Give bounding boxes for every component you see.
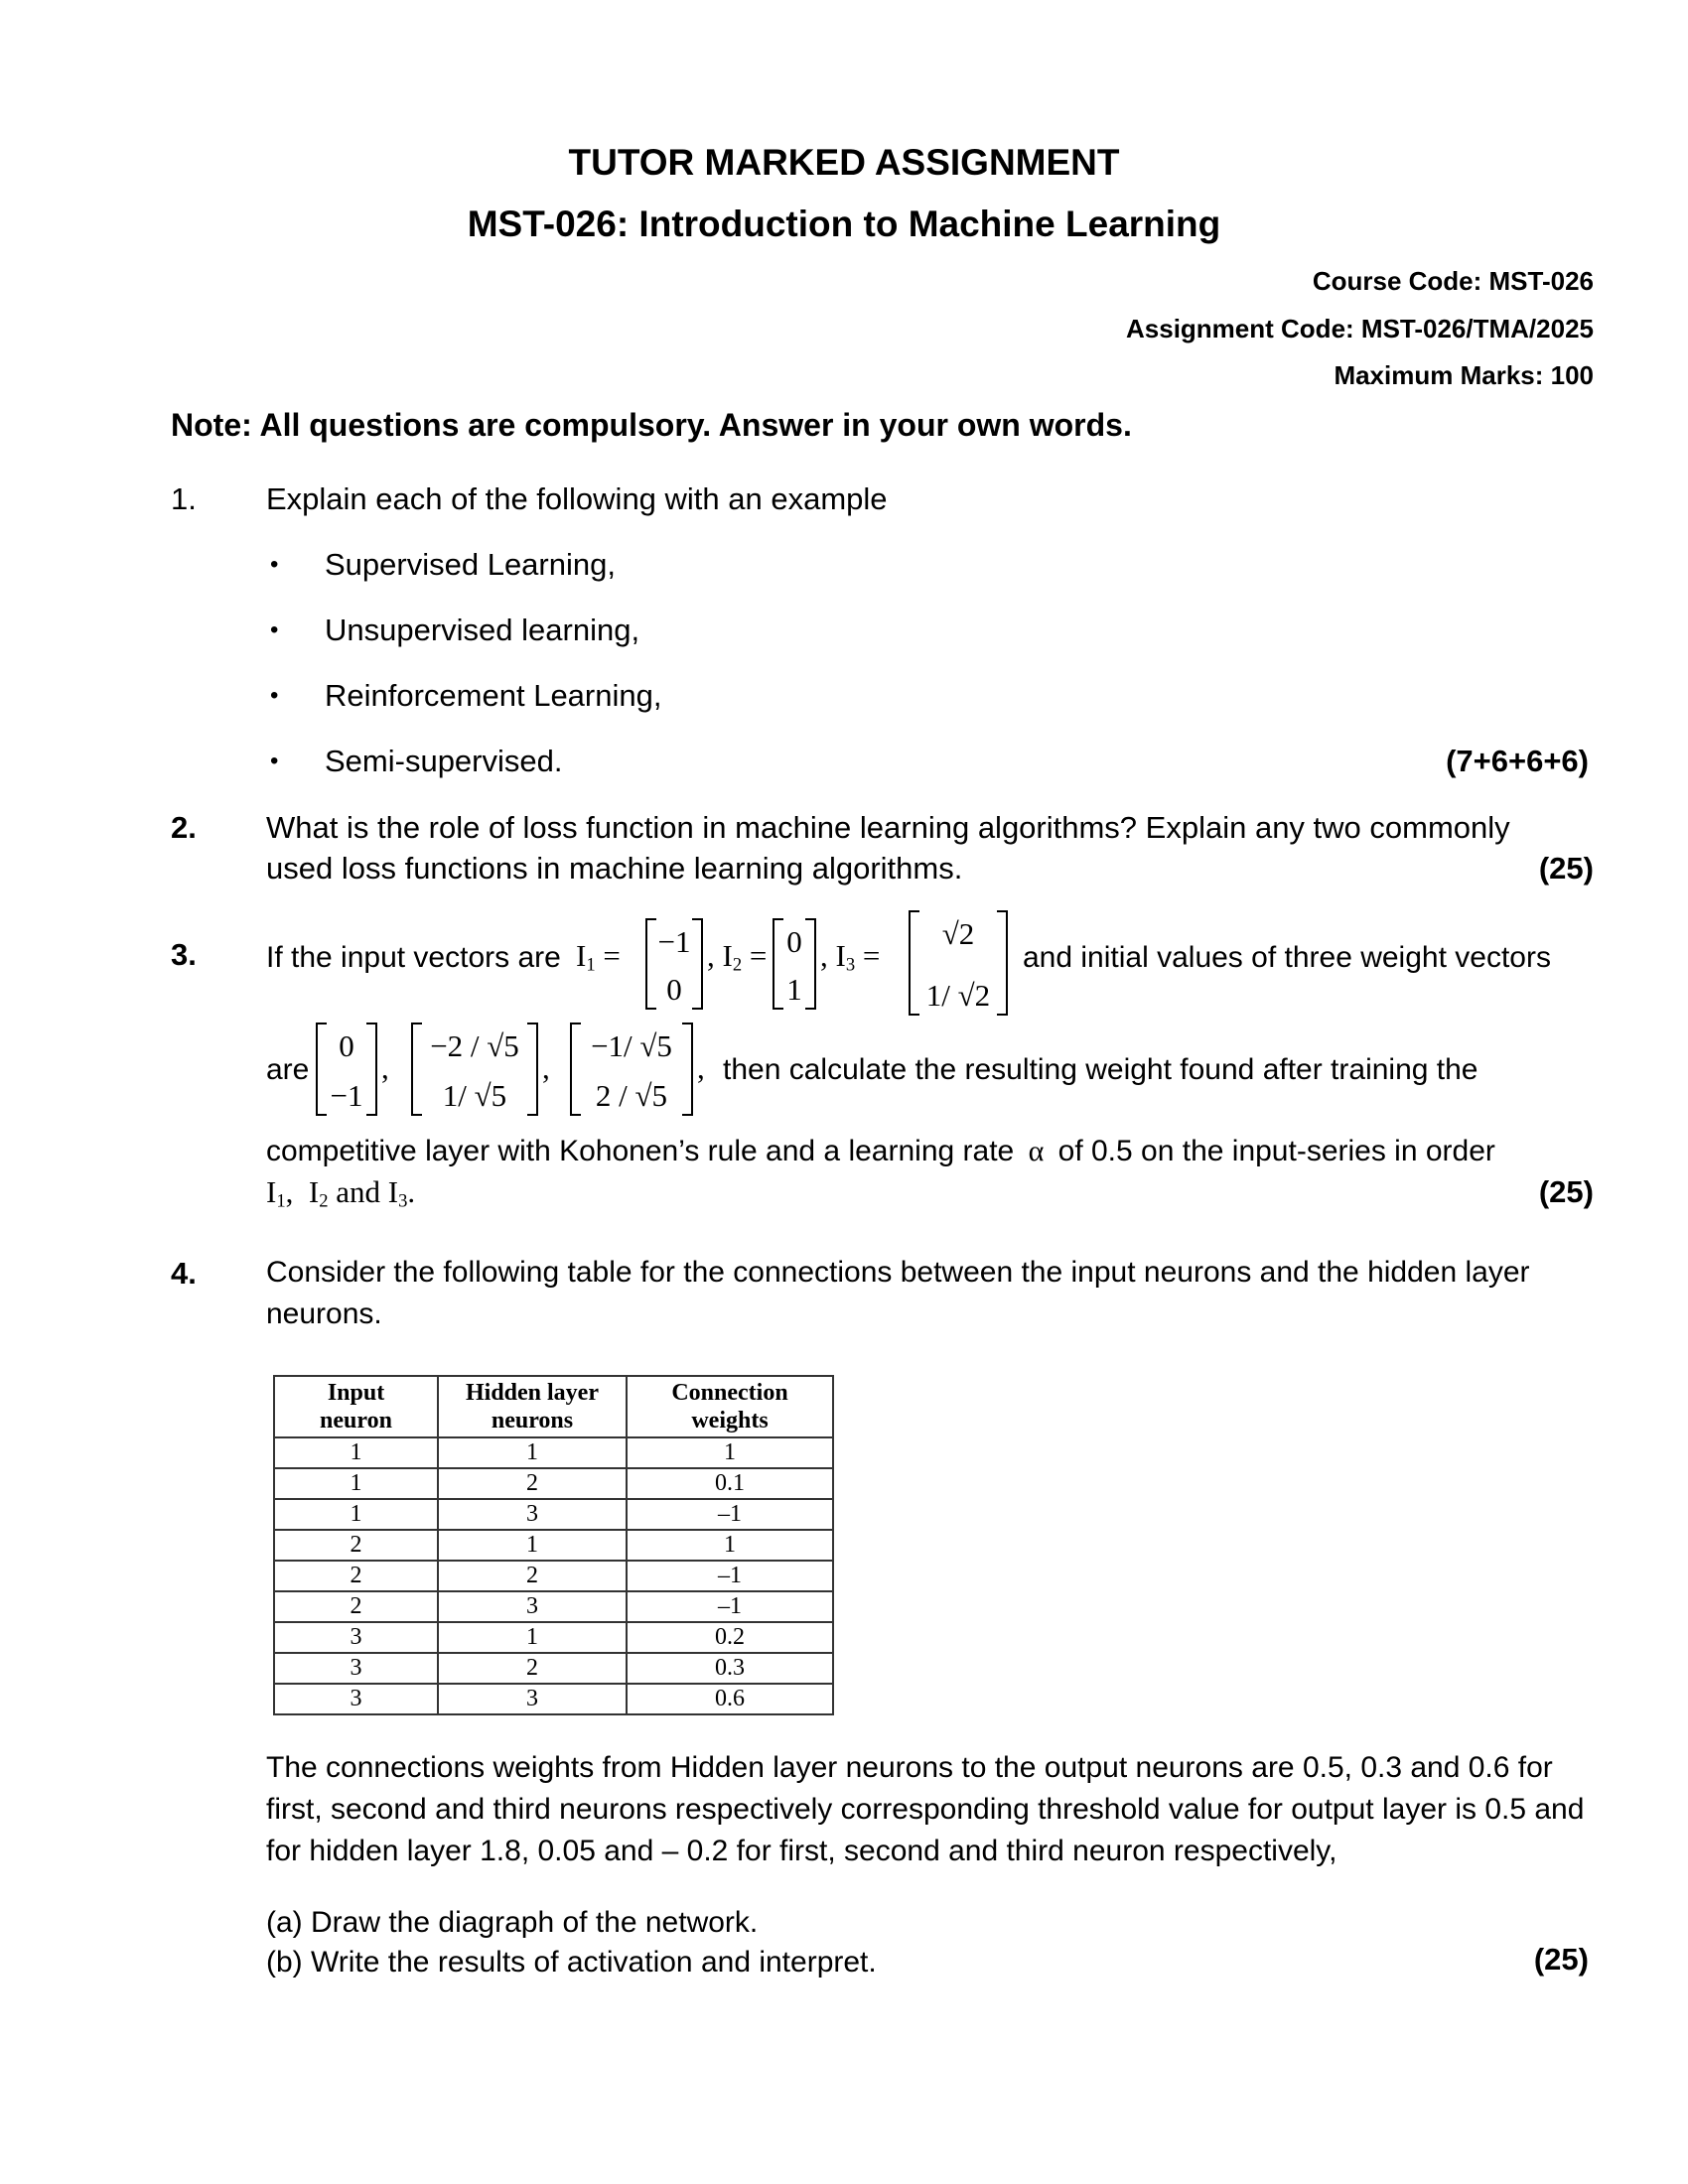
matrix-bottom: 0 [666,972,682,1007]
input-vector-3 [909,910,1008,1016]
matrix-bottom: 1/ √5 [442,1078,507,1113]
comma: , [697,1050,705,1085]
vector-symbol: I [387,1174,399,1209]
cell-connection-weight: –1 [627,1591,833,1622]
question-text [266,1135,1495,1168]
bullet-icon: • [270,748,279,774]
text-segment: competitive layer with Kohonen’s rule and a learning rate [266,1135,1015,1167]
part-b: (b) Write the results of activation and interpret. [266,1946,877,1979]
alpha-symbol: α [1028,1135,1045,1167]
matrix-top: −1/ √5 [591,1028,672,1063]
paragraph-line-3: for hidden layer 1.8, 0.05 and – 0.2 for first, second and third neuron respectively, [266,1835,1337,1867]
weight-vector-1 [316,1023,377,1116]
cell-input-neuron: 2 [274,1591,438,1622]
cell-connection-weight: –1 [627,1499,833,1530]
input-vector-2 [773,918,816,1010]
comma: , [381,1050,389,1085]
cell-connection-weight: –1 [627,1561,833,1591]
input-vector-1 [645,918,703,1010]
input-vector-label-1: $I_1$ = [576,938,621,976]
question-text: Explain each of the following with an example [266,481,888,516]
table-row [274,1561,833,1591]
header-hidden-layer-neurons: Hidden layer neurons [438,1376,627,1437]
input-order: $I_1$, $I_2$ and $I_3$. [266,1174,416,1212]
table-row [274,1653,833,1684]
cell-hidden-neuron: 3 [438,1499,627,1530]
cell-connection-weight: 0.3 [627,1653,833,1684]
marks-label: (25) [1538,851,1594,886]
cell-input-neuron: 2 [274,1561,438,1591]
and-word: and [336,1174,381,1209]
paragraph-line-1: The connections weights from Hidden layer neurons to the output neurons are 0.5, 0.3 and 0.6 for [266,1751,1553,1784]
question-number: 4. [171,1256,197,1291]
matrix-top: 0 [339,1028,354,1063]
cell-hidden-neuron: 2 [438,1653,627,1684]
matrix-top: 0 [786,924,802,959]
course-code: Course Code: MST-026 [1312,266,1594,296]
bullet-icon: • [270,616,279,643]
question-text-line-2: used loss functions in machine learning algorithms. [266,851,963,886]
document-subtitle: MST-026: Introduction to Machine Learning [467,204,1221,244]
table-row [274,1530,833,1561]
cell-hidden-neuron: 3 [438,1684,627,1714]
table-row [274,1499,833,1530]
cell-connection-weight: 0.2 [627,1622,833,1653]
connection-weights-table [273,1375,834,1715]
cell-input-neuron: 1 [274,1468,438,1499]
matrix-bottom: −1 [330,1078,363,1113]
cell-hidden-neuron: 2 [438,1468,627,1499]
table-row [274,1622,833,1653]
question-text-line-1: Consider the following table for the connections between the input neurons and the hidden layer [266,1256,1530,1289]
assignment-code: Assignment Code: MST-026/TMA/2025 [1126,314,1594,343]
cell-connection-weight: 1 [627,1530,833,1561]
marks-label: (25) [1533,1942,1589,1977]
vector-subscript: 3 [845,954,856,976]
cell-input-neuron: 1 [274,1499,438,1530]
cell-hidden-neuron: 3 [438,1591,627,1622]
list-item: Semi-supervised. [325,744,563,778]
vector-subscript: 1 [276,1190,286,1212]
vector-symbol: I [266,1174,277,1209]
vector-subscript: 2 [319,1190,329,1212]
question-number: 2. [171,810,197,845]
matrix-bottom: 1/ √2 [925,978,991,1013]
cell-connection-weight: 1 [627,1437,833,1468]
weight-vector-3 [570,1023,693,1116]
question-number: 3. [171,937,197,972]
vector-symbol: I [722,938,733,973]
bullet-icon: • [270,551,279,578]
table-row [274,1591,833,1622]
cell-input-neuron: 3 [274,1653,438,1684]
matrix-bottom: 1 [786,972,802,1007]
are-label: are [266,1053,310,1086]
header-connection-weights: Connection weights [627,1376,833,1437]
comma: , [542,1050,550,1085]
input-vector-label-2: , $I_2$ = [707,938,768,976]
cell-hidden-neuron: 1 [438,1437,627,1468]
vector-subscript: 3 [398,1190,408,1212]
text-segment: of 0.5 on the input-series in order [1057,1135,1495,1167]
table-row [274,1468,833,1499]
input-vector-label-3: , $I_3$ = [820,938,881,976]
bullet-icon: • [270,682,279,709]
matrix-top: −1 [657,924,691,959]
question-text: and initial values of three weight vectors [1023,941,1551,974]
table-header-row [274,1376,833,1437]
table-row [274,1437,833,1468]
question-intro: If the input vectors are [266,941,561,974]
cell-hidden-neuron: 1 [438,1530,627,1561]
vector-symbol: I [576,938,587,973]
cell-input-neuron: 3 [274,1622,438,1653]
instructions-note: Note: All questions are compulsory. Answer in your own words. [171,407,1132,443]
marks-label: (25) [1538,1174,1594,1209]
cell-input-neuron: 1 [274,1437,438,1468]
cell-input-neuron: 3 [274,1684,438,1714]
weight-vector-2 [411,1023,538,1116]
cell-hidden-neuron: 2 [438,1561,627,1591]
matrix-bottom: 2 / √5 [595,1078,668,1113]
cell-input-neuron: 2 [274,1530,438,1561]
cell-connection-weight: 0.6 [627,1684,833,1714]
paragraph-line-2: first, second and third neurons respectively corresponding threshold value for output layer is 0.5 and [266,1793,1585,1826]
vector-subscript: 1 [586,954,596,976]
list-item: Supervised Learning, [325,547,616,582]
list-item: Unsupervised learning, [325,613,640,647]
document-title: TUTOR MARKED ASSIGNMENT [568,142,1120,183]
part-a: (a) Draw the diagraph of the network. [266,1906,759,1939]
maximum-marks: Maximum Marks: 100 [1334,360,1594,390]
table-row [274,1684,833,1714]
cell-hidden-neuron: 1 [438,1622,627,1653]
vector-symbol: I [835,938,846,973]
question-text-line-2: neurons. [266,1297,382,1330]
question-number: 1. [171,481,197,516]
header-input-neuron: Input neuron [274,1376,438,1437]
cell-connection-weight: 0.1 [627,1468,833,1499]
question-text: then calculate the resulting weight found after training the [723,1053,1478,1086]
list-item: Reinforcement Learning, [325,678,662,713]
vector-subscript: 2 [732,954,743,976]
matrix-top: −2 / √5 [430,1028,519,1063]
vector-symbol: I [308,1174,320,1209]
marks-label: (7+6+6+6) [1446,744,1589,778]
question-text-line-1: What is the role of loss function in machine learning algorithms? Explain any two commonly [266,810,1510,845]
matrix-top: √2 [941,916,975,951]
